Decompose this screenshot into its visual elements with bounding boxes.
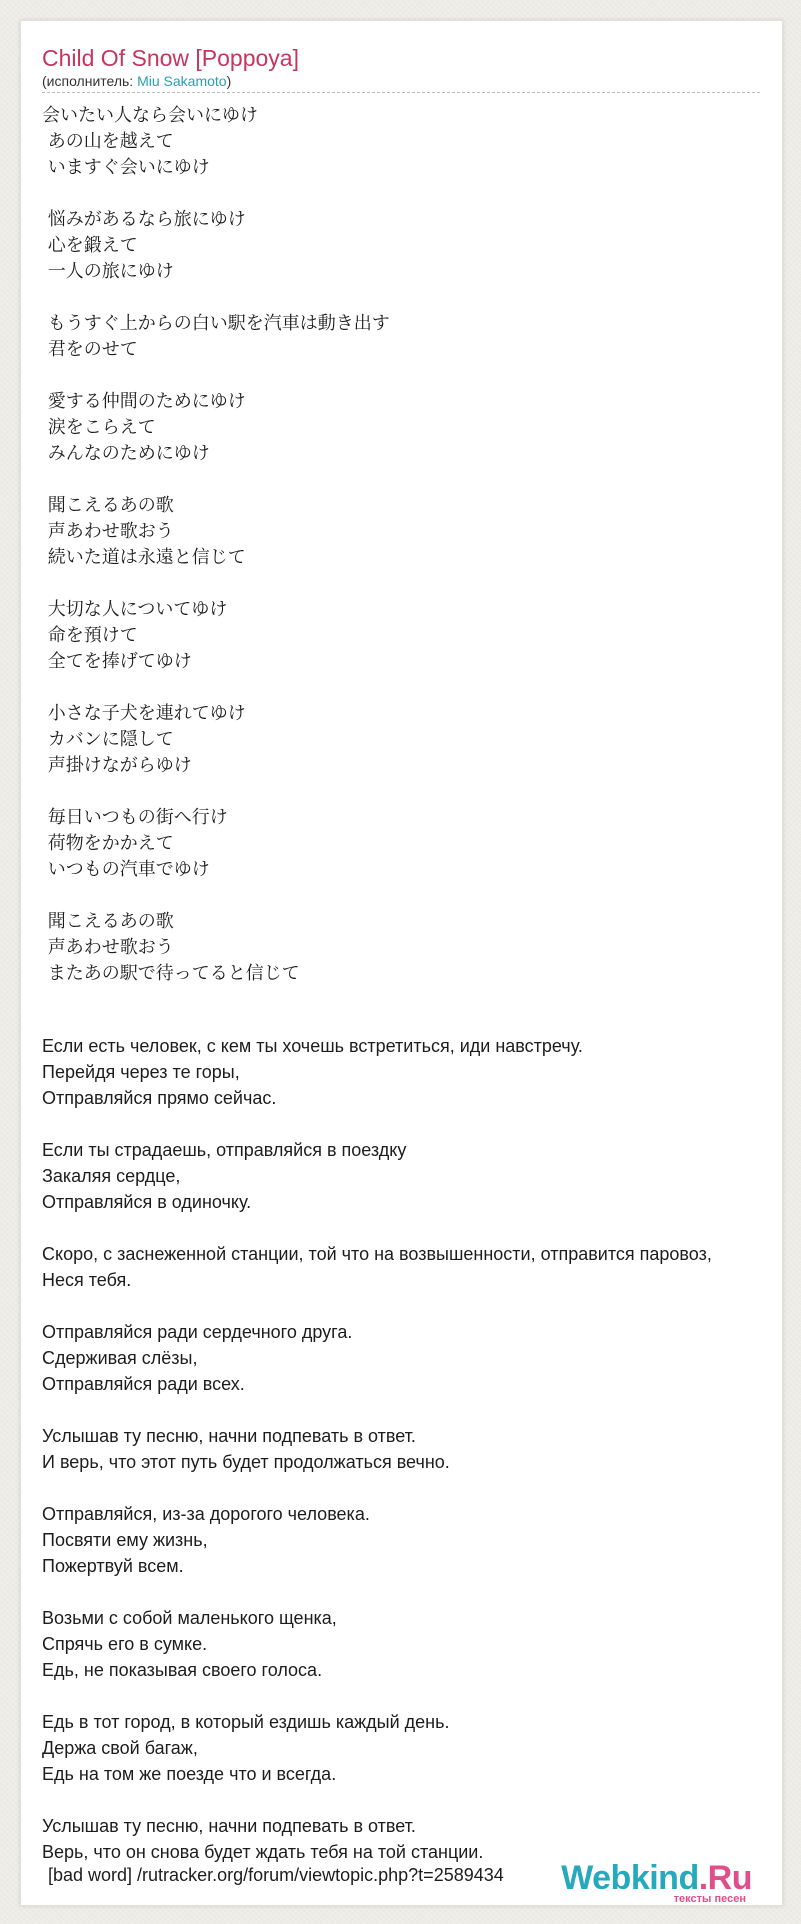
lyrics-original-line: 愛する仲間のためにゆけ — [42, 391, 246, 412]
lyrics-original-stanza — [42, 701, 390, 779]
lyrics-original-line: 声あわせ歌おう — [42, 937, 174, 958]
logo-main: Webkind — [561, 1859, 699, 1897]
lyrics-original-stanza — [42, 389, 390, 467]
artist-link[interactable]: Miu Sakamoto — [137, 73, 227, 89]
lyrics-translation-line: Скоро, с заснеженной станции, той что на возвышенности, отправится паровоз, — [42, 1244, 712, 1264]
lyrics-translation-line: Держа свой багаж, — [42, 1738, 198, 1758]
lyrics-original-stanza — [42, 597, 390, 675]
lyrics-original-stanza — [42, 493, 390, 571]
lyrics-translation-line: Посвяти ему жизнь, — [42, 1530, 208, 1550]
lyrics-translation-line: Сдерживая слёзы, — [42, 1348, 198, 1368]
lyrics-original-stanza — [42, 909, 390, 987]
lyrics-translation-stanza — [42, 1241, 712, 1293]
artist-prefix: (исполнитель: — [42, 73, 138, 89]
lyrics-translation-line: Отправляйся прямо сейчас. — [42, 1088, 277, 1108]
artist-suffix: ) — [226, 73, 232, 89]
lyrics-original-line: 会いたい人なら会いにゆけ — [42, 105, 258, 126]
lyrics-translation-line: Спрячь его в сумке. — [42, 1634, 208, 1654]
lyrics-original-line: みんなのためにゆけ — [42, 443, 210, 464]
lyrics-original-stanza — [42, 207, 390, 285]
lyrics-original-line: 命を預けて — [42, 625, 138, 646]
lyrics-translation-stanza — [42, 1423, 712, 1475]
lyrics-translation-line: Отправляйся ради всех. — [42, 1374, 245, 1394]
lyrics-original-line: 聞こえるあの歌 — [42, 495, 174, 516]
title-divider — [42, 92, 760, 93]
lyrics-translation — [42, 1033, 712, 1865]
lyrics-translation-line: Закаляя сердце, — [42, 1166, 181, 1186]
lyrics-translation-stanza — [42, 1605, 712, 1683]
lyrics-original-line: 大切な人についてゆけ — [42, 599, 228, 620]
lyrics-original-line: 一人の旅にゆけ — [42, 261, 174, 282]
lyrics-translation-line: Отправляйся ради сердечного друга. — [42, 1322, 353, 1342]
lyrics-translation-stanza — [42, 1709, 712, 1787]
lyrics-original-line: またあの駅で待ってると信じて — [42, 963, 300, 984]
lyrics-translation-line: Едь на том же поезде что и всегда. — [42, 1764, 337, 1784]
lyrics-translation-line: Едь в тот город, в который ездишь каждый день. — [42, 1712, 450, 1732]
logo-tld: .Ru — [698, 1859, 752, 1897]
logo-wordmark — [561, 1859, 752, 1897]
lyrics-card — [20, 20, 783, 1906]
lyrics-translation-stanza — [42, 1813, 712, 1865]
lyrics-translation-line: Едь, не показывая своего голоса. — [42, 1660, 323, 1680]
lyrics-original — [42, 103, 390, 987]
lyrics-original-line: 聞こえるあの歌 — [42, 911, 174, 932]
lyrics-translation-stanza — [42, 1033, 712, 1111]
lyrics-original-line: 荷物をかかえて — [42, 833, 174, 854]
lyrics-original-line: 全てを捧げてゆけ — [42, 651, 192, 672]
lyrics-original-line: いますぐ会いにゆけ — [42, 157, 210, 178]
lyrics-translation-stanza — [42, 1137, 712, 1215]
lyrics-translation-stanza — [42, 1319, 712, 1397]
lyrics-original-line: 続いた道は永遠と信じて — [42, 547, 246, 568]
lyrics-original-line: 君をのせて — [42, 339, 138, 360]
lyrics-translation-stanza — [42, 1501, 712, 1579]
lyrics-translation-line: Возьми с собой маленького щенка, — [42, 1608, 337, 1628]
lyrics-translation-line: Если ты страдаешь, отправляйся в поездку — [42, 1140, 407, 1160]
lyrics-translation-line: Если есть человек, с кем ты хочешь встретиться, иди навстречу. — [42, 1036, 583, 1056]
lyrics-translation-line: Верь, что он снова будет ждать тебя на той станции. — [42, 1842, 484, 1862]
lyrics-original-stanza — [42, 311, 390, 363]
lyrics-original-line: もうすぐ上からの白い駅を汽車は動き出す — [42, 313, 390, 334]
logo-subtitle: тексты песен — [673, 1893, 746, 1905]
lyrics-original-line: 声掛けながらゆけ — [42, 755, 192, 776]
webkind-logo[interactable] — [562, 1859, 752, 1903]
lyrics-translation-line: Пожертвуй всем. — [42, 1556, 184, 1576]
lyrics-original-line: 悩みがあるなら旅にゆけ — [42, 209, 246, 230]
lyrics-original-line: あの山を越えて — [42, 131, 174, 152]
lyrics-original-stanza — [42, 805, 390, 883]
song-title: Child Of Snow [Poppoya] — [42, 45, 299, 71]
lyrics-original-line: 涙をこらえて — [42, 417, 156, 438]
lyrics-translation-line: Перейдя через те горы, — [42, 1062, 240, 1082]
lyrics-original-line: 毎日いつもの街へ行け — [42, 807, 228, 828]
lyrics-translation-line: Неся тебя. — [42, 1270, 132, 1290]
lyrics-translation-line: Услышав ту песню, начни подпевать в ответ. — [42, 1426, 416, 1446]
lyrics-original-line: 心を鍛えて — [42, 235, 138, 256]
lyrics-translation-line: И верь, что этот путь будет продолжаться вечно. — [42, 1452, 450, 1472]
lyrics-translation-line: Отправляйся в одиночку. — [42, 1192, 252, 1212]
lyrics-original-line: 小さな子犬を連れてゆけ — [42, 703, 246, 724]
lyrics-translation-line: Отправляйся, из-за дорогого человека. — [42, 1504, 370, 1524]
lyrics-translation-line: Услышав ту песню, начни подпевать в ответ. — [42, 1816, 416, 1836]
lyrics-original-line: いつもの汽車でゆけ — [42, 859, 210, 880]
lyrics-original-line: カバンに隠して — [42, 729, 174, 750]
lyrics-original-stanza — [42, 103, 390, 181]
source-note: [bad word] /rutracker.org/forum/viewtopic.php?t=2589434 — [48, 1865, 504, 1885]
lyrics-original-line: 声あわせ歌おう — [42, 521, 174, 542]
artist-line — [42, 72, 231, 90]
